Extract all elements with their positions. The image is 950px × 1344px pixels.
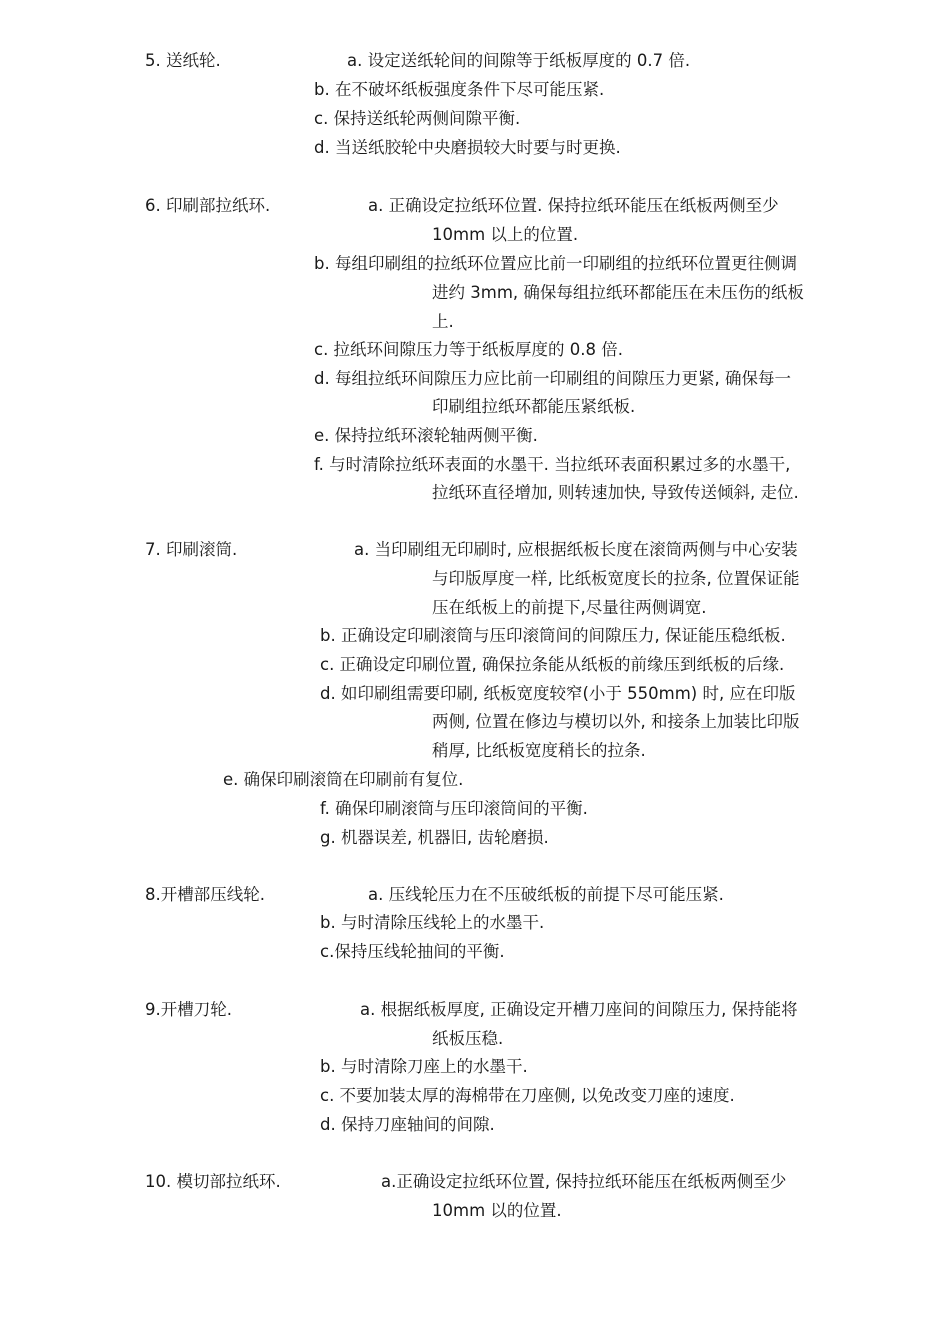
section-9-item-b: b. 与时清除刀座上的水墨干. bbox=[320, 1057, 528, 1076]
section-6-item-b: b. 每组印刷组的拉纸环位置应比前一印刷组的拉纸环位置更往侧调 bbox=[314, 254, 797, 273]
section-6-item-b-cont: 进约 3mm, 确保每组拉纸环都能压在未压伤的纸板 bbox=[432, 283, 804, 302]
section-8-heading: 8.开槽部压线轮. bbox=[145, 885, 265, 904]
section-7-item-a-cont: 与印版厚度一样, 比纸板宽度长的拉条, 位置保证能 bbox=[432, 569, 800, 588]
section-9-heading: 9.开槽刀轮. bbox=[145, 1000, 232, 1019]
section-7-item-d-cont: 两侧, 位置在修边与模切以外, 和接条上加装比印版 bbox=[432, 712, 800, 731]
section-7-item-f: f. 确保印刷滚筒与压印滚筒间的平衡. bbox=[320, 799, 588, 818]
section-9-item-c: c. 不要加装太厚的海棉带在刀座侧, 以免改变刀座的速度. bbox=[320, 1086, 735, 1105]
section-7-item-a-cont2: 压在纸板上的前提下,尽量往两侧调宽. bbox=[432, 598, 707, 617]
section-6-item-d-cont: 印刷组拉纸环都能压紧纸板. bbox=[432, 397, 636, 416]
section-9-item-a: a. 根据纸板厚度, 正确设定开槽刀座间的间隙压力, 保持能将 bbox=[360, 1000, 798, 1019]
section-5-item-d: d. 当送纸胶轮中央磨损较大时要与时更换. bbox=[314, 138, 621, 157]
section-5-item-a: a. 设定送纸轮间的间隙等于纸板厚度的 0.7 倍. bbox=[347, 51, 691, 70]
section-7-item-d: d. 如印刷组需要印刷, 纸板宽度较窄(小于 550mm) 时, 应在印版 bbox=[320, 684, 796, 703]
section-6-item-c: c. 拉纸环间隙压力等于纸板厚度的 0.8 倍. bbox=[314, 340, 624, 359]
section-6-item-a: a. 正确设定拉纸环位置. 保持拉纸环能压在纸板两侧至少 bbox=[368, 196, 779, 215]
section-9-item-a-cont: 纸板压稳. bbox=[432, 1029, 504, 1048]
section-7-item-g: g. 机器误差, 机器旧, 齿轮磨损. bbox=[320, 828, 549, 847]
section-7-item-a: a. 当印刷组无印刷时, 应根据纸板长度在滚筒两侧与中心安装 bbox=[354, 540, 798, 559]
section-7-item-e: e. 确保印刷滚筒在印刷前有复位. bbox=[223, 770, 464, 789]
section-7-item-d-cont2: 稍厚, 比纸板宽度稍长的拉条. bbox=[432, 741, 646, 760]
section-7-item-c: c. 正确设定印刷位置, 确保拉条能从纸板的前缘压到纸板的后缘. bbox=[320, 655, 785, 674]
section-6-heading: 6. 印刷部拉纸环. bbox=[145, 196, 271, 215]
section-6-item-a-cont: 10mm 以上的位置. bbox=[432, 225, 579, 244]
section-6-item-b-cont2: 上. bbox=[432, 312, 454, 331]
section-6-item-f: f. 与时清除拉纸环表面的水墨干. 当拉纸环表面积累过多的水墨干, bbox=[314, 455, 791, 474]
section-7-item-b: b. 正确设定印刷滚筒与压印滚筒间的间隙压力, 保证能压稳纸板. bbox=[320, 626, 786, 645]
section-10-heading: 10. 模切部拉纸环. bbox=[145, 1172, 281, 1191]
section-10-item-a-cont: 10mm 以的位置. bbox=[432, 1201, 562, 1220]
section-8-item-c: c.保持压线轮抽间的平衡. bbox=[320, 942, 505, 961]
section-8-item-b: b. 与时清除压线轮上的水墨干. bbox=[320, 913, 545, 932]
section-6-item-e: e. 保持拉纸环滚轮轴两侧平衡. bbox=[314, 426, 538, 445]
section-7-heading: 7. 印刷滚筒. bbox=[145, 540, 238, 559]
section-5-item-c: c. 保持送纸轮两侧间隙平衡. bbox=[314, 109, 521, 128]
section-8-item-a: a. 压线轮压力在不压破纸板的前提下尽可能压紧. bbox=[368, 885, 724, 904]
section-5-item-b: b. 在不破坏纸板强度条件下尽可能压紧. bbox=[314, 80, 605, 99]
section-6-item-d: d. 每组拉纸环间隙压力应比前一印刷组的间隙压力更紧, 确保每一 bbox=[314, 369, 791, 388]
section-9-item-d: d. 保持刀座轴间的间隙. bbox=[320, 1115, 495, 1134]
section-6-item-f-cont: 拉纸环直径增加, 则转速加快, 导致传送倾斜, 走位. bbox=[432, 483, 799, 502]
section-5-heading: 5. 送纸轮. bbox=[145, 51, 221, 70]
section-10-item-a: a.正确设定拉纸环位置, 保持拉纸环能压在纸板两侧至少 bbox=[381, 1172, 787, 1191]
